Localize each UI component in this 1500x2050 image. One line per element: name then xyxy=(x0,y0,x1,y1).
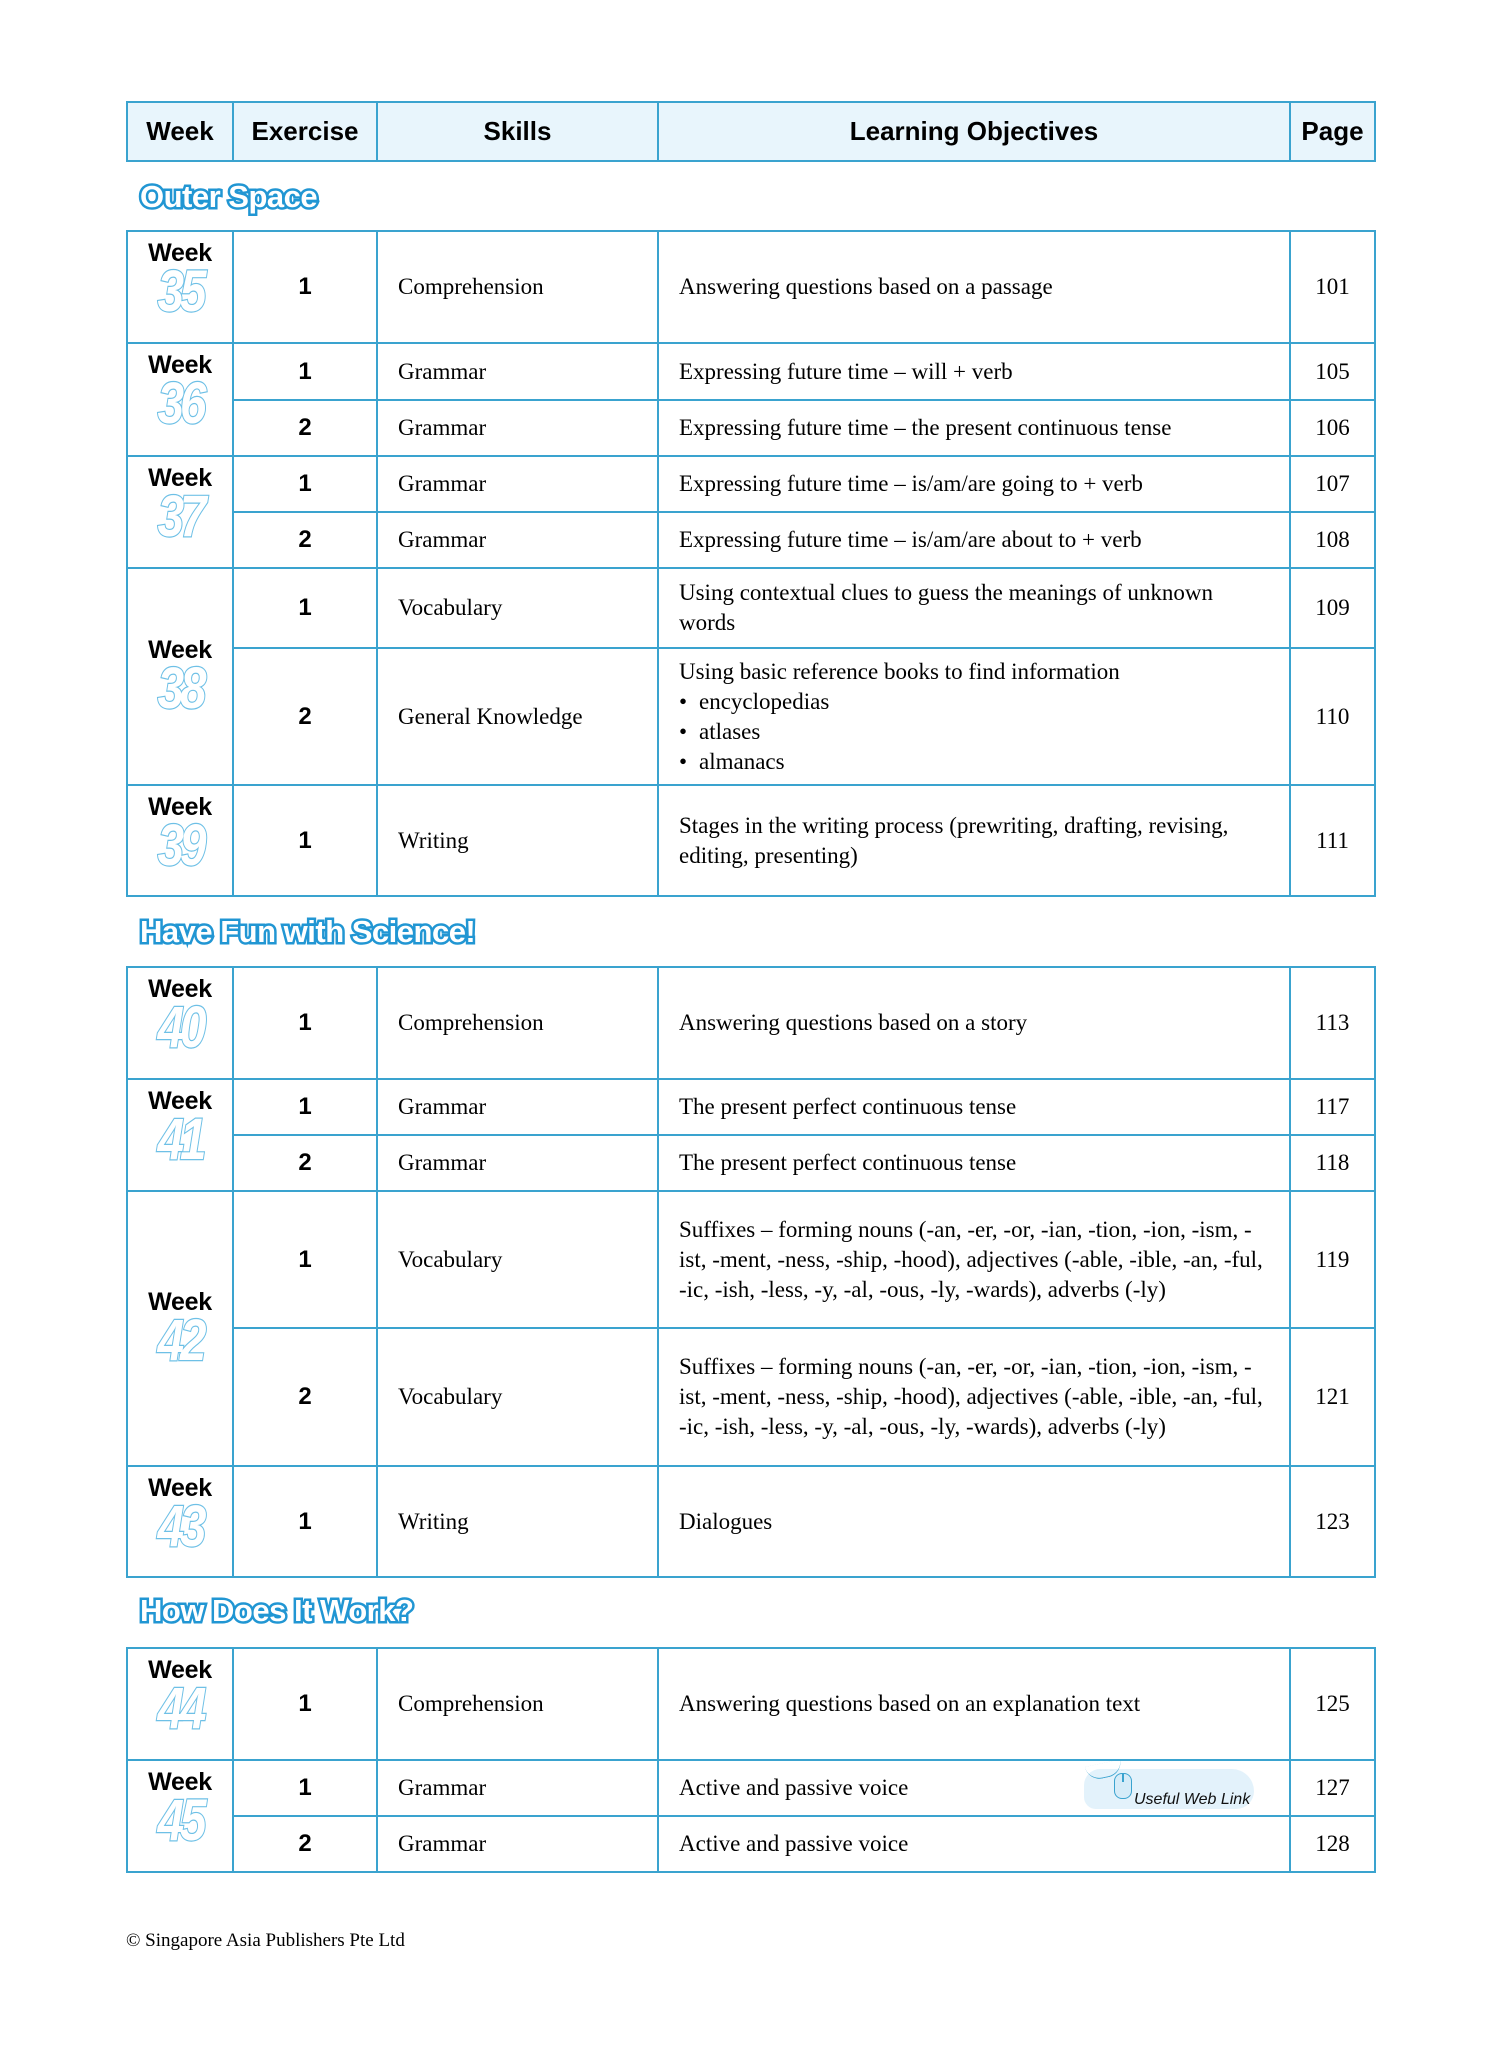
page-number: 128 xyxy=(1290,1816,1375,1872)
header-exercise: Exercise xyxy=(233,102,377,161)
page-number: 119 xyxy=(1290,1191,1375,1328)
table-row xyxy=(127,785,1375,896)
page-number: 117 xyxy=(1290,1079,1375,1135)
page-number: 107 xyxy=(1290,456,1375,512)
table-row xyxy=(127,1648,1375,1760)
exercise-number: 1 xyxy=(233,568,377,648)
exercise-number: 1 xyxy=(233,343,377,400)
table-row xyxy=(127,1466,1375,1577)
week-cell xyxy=(127,343,233,456)
table-row xyxy=(127,456,1375,512)
week-cell xyxy=(127,1466,233,1577)
week-label: Week xyxy=(148,1474,212,1502)
week-label: Week xyxy=(148,1768,212,1796)
skill: Grammar xyxy=(377,1135,658,1191)
web-link-label: Useful Web Link xyxy=(1134,1791,1251,1808)
page-number: 106 xyxy=(1290,400,1375,456)
section-title-have-fun-with-science: Have Fun with Science! xyxy=(140,914,476,949)
skill: Grammar xyxy=(377,1079,658,1135)
table-row xyxy=(127,1079,1375,1135)
page-number: 125 xyxy=(1290,1648,1375,1760)
learning-objective xyxy=(658,648,1290,785)
week-cell xyxy=(127,785,233,896)
learning-objective: Answering questions based on a passage xyxy=(658,231,1290,343)
skill: Comprehension xyxy=(377,1648,658,1760)
skill: Grammar xyxy=(377,1816,658,1872)
week-label: Week xyxy=(148,464,212,492)
exercise-number: 2 xyxy=(233,1328,377,1466)
table-row xyxy=(127,568,1375,648)
page-number: 111 xyxy=(1290,785,1375,896)
week-cell xyxy=(127,1079,233,1191)
section-table-have-fun-with-science xyxy=(126,966,1376,1578)
table-row xyxy=(127,1191,1375,1328)
week-number: 40 xyxy=(157,995,203,1060)
table-row xyxy=(127,1135,1375,1191)
section-table-outer-space xyxy=(126,230,1376,897)
table-row xyxy=(127,400,1375,456)
page-number: 121 xyxy=(1290,1328,1375,1466)
skill: Comprehension xyxy=(377,967,658,1079)
exercise-number: 1 xyxy=(233,1079,377,1135)
table-row xyxy=(127,512,1375,568)
table-row xyxy=(127,231,1375,343)
section-title-how-does-it-work: How Does It Work? xyxy=(140,1593,414,1628)
week-cell xyxy=(127,1648,233,1760)
exercise-number: 2 xyxy=(233,1135,377,1191)
week-number: 36 xyxy=(157,371,203,436)
week-label: Week xyxy=(148,1087,212,1115)
exercise-number: 1 xyxy=(233,785,377,896)
exercise-number: 1 xyxy=(233,1648,377,1760)
page-number: 118 xyxy=(1290,1135,1375,1191)
week-number: 45 xyxy=(157,1788,203,1853)
learning-objective: Suffixes – forming nouns (-an, -er, -or, -ian, -tion, -ion, -ism, -ist, -ment, -ness, -ship, -hood), adjectives (-able, -ible, -an, -ful, -ic, -ish, -less, -y, -al, -ous, -ly, -wards), adverbs (-ly) xyxy=(658,1328,1290,1466)
skill: Writing xyxy=(377,785,658,896)
skill: Vocabulary xyxy=(377,1328,658,1466)
week-number: 35 xyxy=(157,259,203,324)
learning-objective: Answering questions based on an explanation text xyxy=(658,1648,1290,1760)
learning-objective: Suffixes – forming nouns (-an, -er, -or, -ian, -tion, -ion, -ism, -ist, -ment, -ness, -ship, -hood), adjectives (-able, -ible, -an, -ful, -ic, -ish, -less, -y, -al, -ous, -ly, -wards), adverbs (-ly) xyxy=(658,1191,1290,1328)
week-label: Week xyxy=(148,351,212,379)
skill: Grammar xyxy=(377,1760,658,1816)
objective-text: Using basic reference books to find information xyxy=(679,658,1120,684)
week-number: 44 xyxy=(157,1676,203,1741)
week-label: Week xyxy=(148,1656,212,1684)
column-header-table xyxy=(126,101,1376,162)
header-row xyxy=(127,102,1375,161)
section-title-outer-space: Outer Space xyxy=(140,179,318,214)
week-number: 43 xyxy=(157,1494,203,1559)
header-week: Week xyxy=(127,102,233,161)
week-number: 42 xyxy=(157,1307,203,1373)
header-skills: Skills xyxy=(377,102,658,161)
week-cell xyxy=(127,1191,233,1466)
skill: Vocabulary xyxy=(377,1191,658,1328)
list-item: • encyclopedias xyxy=(679,687,1273,717)
week-number: 38 xyxy=(157,655,203,721)
exercise-number: 2 xyxy=(233,400,377,456)
skill: Grammar xyxy=(377,512,658,568)
page-number: 113 xyxy=(1290,967,1375,1079)
week-cell xyxy=(127,967,233,1079)
learning-objective: Answering questions based on a story xyxy=(658,967,1290,1079)
week-label: Week xyxy=(148,1287,212,1316)
page-number: 109 xyxy=(1290,568,1375,648)
table-row xyxy=(127,967,1375,1079)
learning-objective: Expressing future time – the present continuous tense xyxy=(658,400,1290,456)
exercise-number: 1 xyxy=(233,231,377,343)
reference-books-list xyxy=(679,687,1273,777)
skill: Comprehension xyxy=(377,231,658,343)
week-cell xyxy=(127,456,233,568)
exercise-number: 1 xyxy=(233,1191,377,1328)
exercise-number: 1 xyxy=(233,967,377,1079)
exercise-number: 1 xyxy=(233,1760,377,1816)
week-number: 41 xyxy=(157,1107,203,1172)
page-number: 101 xyxy=(1290,231,1375,343)
learning-objective: Expressing future time – is/am/are about to + verb xyxy=(658,512,1290,568)
list-item: • almanacs xyxy=(679,747,1273,777)
page-number: 108 xyxy=(1290,512,1375,568)
page-number: 110 xyxy=(1290,648,1375,785)
table-row xyxy=(127,1328,1375,1466)
exercise-number: 2 xyxy=(233,1816,377,1872)
week-cell xyxy=(127,568,233,785)
table-row xyxy=(127,343,1375,400)
week-label: Week xyxy=(148,239,212,267)
week-cell xyxy=(127,1760,233,1872)
page-number: 123 xyxy=(1290,1466,1375,1577)
exercise-number: 2 xyxy=(233,512,377,568)
learning-objective: Dialogues xyxy=(658,1466,1290,1577)
week-label: Week xyxy=(148,975,212,1003)
header-learning-objectives: Learning Objectives xyxy=(658,102,1290,161)
exercise-number: 1 xyxy=(233,1466,377,1577)
learning-objective: Stages in the writing process (prewriting, drafting, revising, editing, presenting) xyxy=(658,785,1290,896)
learning-objective: Expressing future time – is/am/are going to + verb xyxy=(658,456,1290,512)
list-item: • atlases xyxy=(679,717,1273,747)
learning-objective: Expressing future time – will + verb xyxy=(658,343,1290,400)
section-table-how-does-it-work xyxy=(126,1647,1376,1873)
skill: Grammar xyxy=(377,456,658,512)
skill: Grammar xyxy=(377,343,658,400)
exercise-number: 1 xyxy=(233,456,377,512)
skill: Vocabulary xyxy=(377,568,658,648)
objective-text: Active and passive voice xyxy=(679,1775,909,1800)
learning-objective: The present perfect continuous tense xyxy=(658,1079,1290,1135)
copyright-footer: © Singapore Asia Publishers Pte Ltd xyxy=(126,1930,405,1951)
learning-objective: Using contextual clues to guess the meanings of unknown words xyxy=(658,568,1290,648)
table-row xyxy=(127,1760,1375,1816)
week-cell xyxy=(127,231,233,343)
skill: Writing xyxy=(377,1466,658,1577)
useful-web-link[interactable] xyxy=(1084,1763,1259,1807)
week-label: Week xyxy=(148,793,212,821)
header-page: Page xyxy=(1290,102,1375,161)
learning-objective xyxy=(658,1760,1290,1816)
learning-objective: Active and passive voice xyxy=(658,1816,1290,1872)
skill: Grammar xyxy=(377,400,658,456)
week-number: 37 xyxy=(157,484,203,549)
table-row xyxy=(127,648,1375,785)
week-label: Week xyxy=(148,635,212,664)
computer-mouse-icon xyxy=(1114,1773,1132,1799)
week-number: 39 xyxy=(157,813,203,878)
page-number: 105 xyxy=(1290,343,1375,400)
exercise-number: 2 xyxy=(233,648,377,785)
learning-objective: The present perfect continuous tense xyxy=(658,1135,1290,1191)
skill: General Knowledge xyxy=(377,648,658,785)
page-number: 127 xyxy=(1290,1760,1375,1816)
table-row xyxy=(127,1816,1375,1872)
